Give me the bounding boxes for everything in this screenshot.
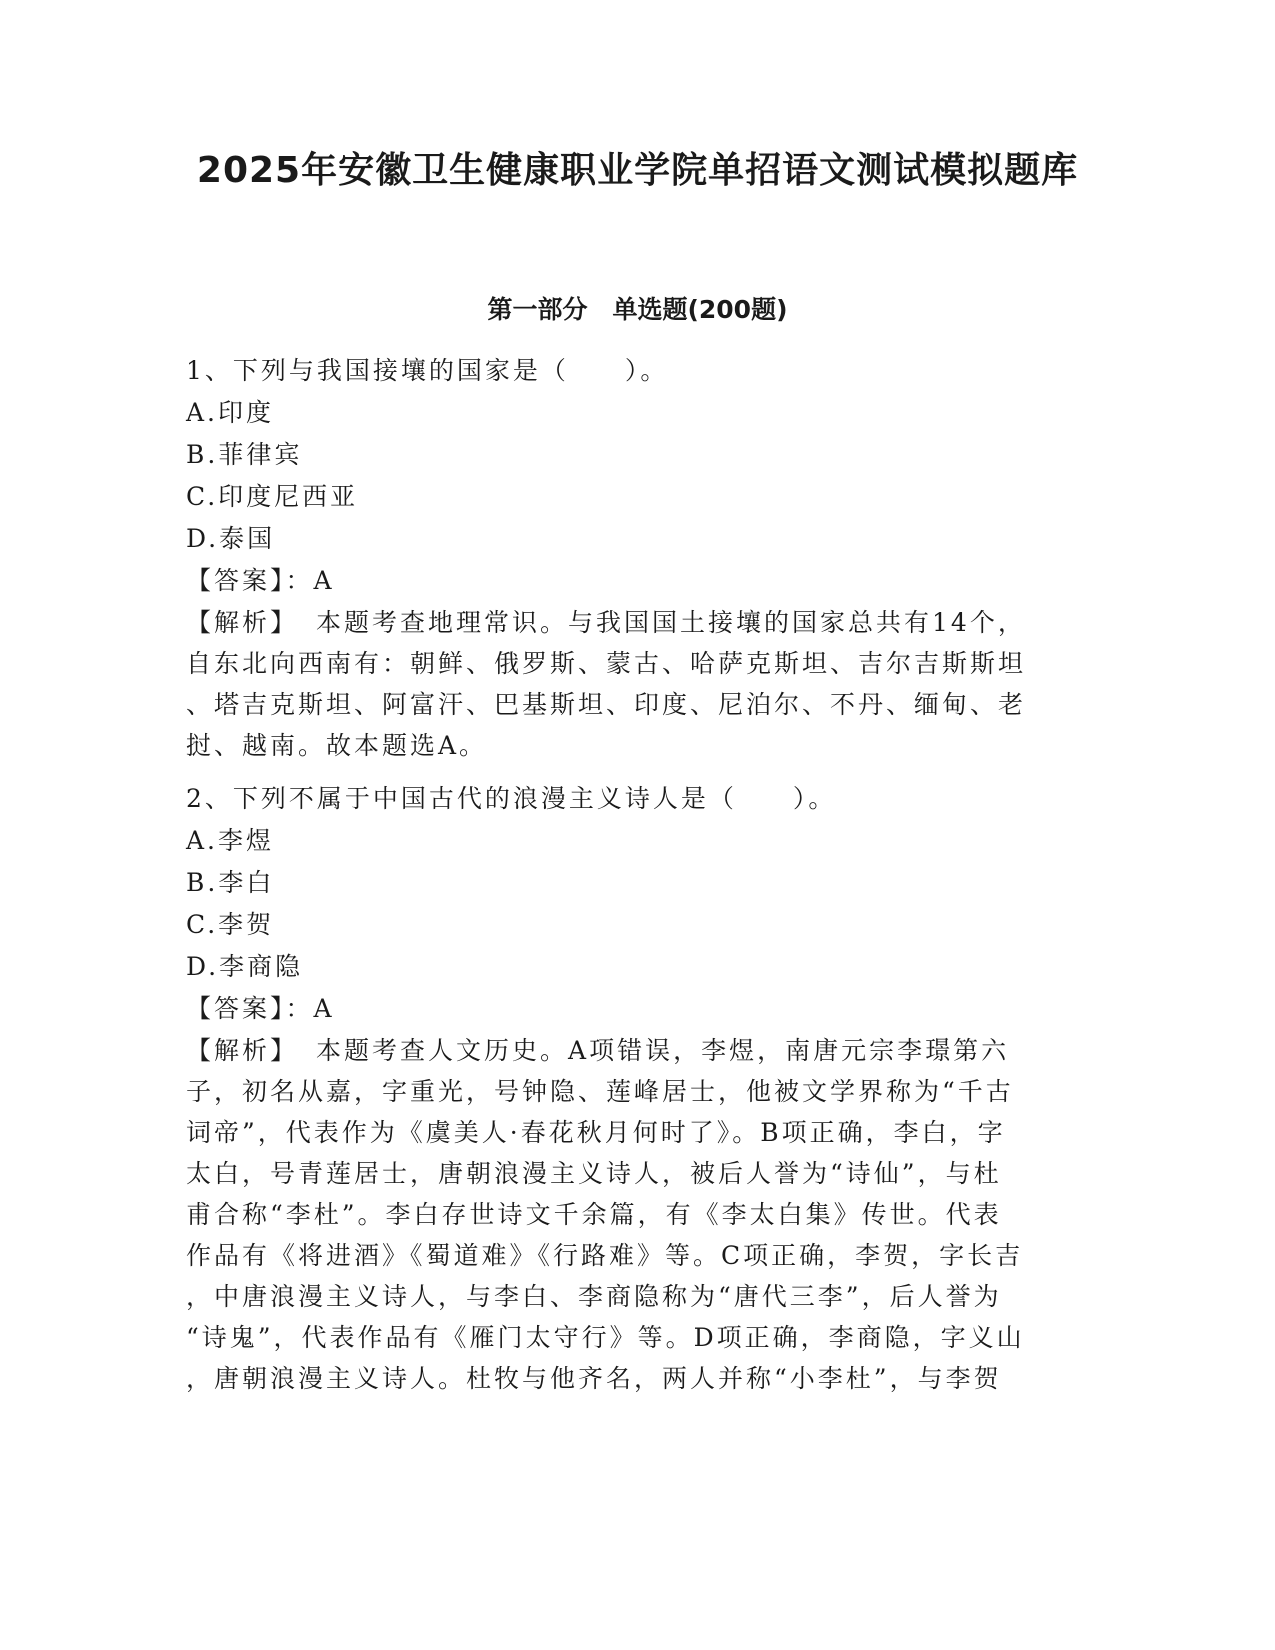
answer-label: 【答案】： [186, 566, 314, 595]
explanation-line: 自东北向西南有：朝鲜、俄罗斯、蒙古、哈萨克斯坦、吉尔吉斯斯坦 [186, 649, 1027, 678]
explanation-line: 作品有《将进酒》《蜀道难》《行路难》等。C项正确，李贺，字长吉 [186, 1241, 1024, 1270]
option-c: C.印度尼西亚 [186, 482, 359, 511]
question-stem: 2、下列不属于中国古代的浪漫主义诗人是（ ）。 [186, 784, 837, 813]
explanation-first-line [186, 1030, 1086, 1071]
explanation-line: 挝、越南。故本题选A。 [186, 731, 488, 760]
explanation-text: 本题考查人文历史。A项错误，李煜，南唐元宗李璟第六 [316, 1036, 1010, 1065]
answer-value: A [313, 566, 335, 595]
option-b: B.李白 [186, 868, 275, 897]
option-a: A.李煜 [186, 826, 275, 855]
explanation-line: 子，初名从嘉，字重光，号钟隐、莲峰居士，他被文学界称为“千古 [186, 1077, 1014, 1106]
option-d: D.李商隐 [186, 952, 304, 981]
question-2 [186, 778, 1086, 1399]
explanation-label: 【解析】 [186, 1036, 299, 1065]
explanation-line: 太白，号青莲居士，唐朝浪漫主义诗人，被后人誉为“诗仙”，与杜 [186, 1159, 1002, 1188]
document-title: 2025年安徽卫生健康职业学院单招语文测试模拟题库 [196, 150, 1079, 191]
answer-label: 【答案】： [186, 994, 314, 1023]
explanation-text: 本题考查地理常识。与我国国土接壤的国家总共有14个， [316, 608, 1026, 637]
section-heading: 第一部分 单选题(200题) [487, 295, 788, 324]
answer-line [186, 988, 1086, 1030]
explanation-line: 词帝”，代表作为《虞美人·春花秋月何时了》。B项正确，李白，字 [186, 1118, 1006, 1147]
explanation-line: “诗鬼”，代表作品有《雁门太守行》等。D项正确，李商隐，字义山 [186, 1323, 1025, 1352]
explanation-line: ，中唐浪漫主义诗人，与李白、李商隐称为“唐代三李”，后人誉为 [186, 1282, 1002, 1311]
explanation-label: 【解析】 [186, 608, 299, 637]
question-list [186, 350, 1086, 1399]
explanation-line: ，唐朝浪漫主义诗人。杜牧与他齐名，两人并称“小李杜”，与李贺 [186, 1364, 1002, 1393]
explanation-first-line [186, 602, 1086, 643]
answer-line [186, 560, 1086, 602]
option-d: D.泰国 [186, 524, 276, 553]
option-c: C.李贺 [186, 910, 275, 939]
explanation-line: 、塔吉克斯坦、阿富汗、巴基斯坦、印度、尼泊尔、不丹、缅甸、老 [186, 690, 1027, 719]
answer-value: A [313, 994, 335, 1023]
option-a: A.印度 [186, 398, 275, 427]
explanation-line: 甫合称“李杜”。李白存世诗文千余篇，有《李太白集》传世。代表 [186, 1200, 1002, 1229]
question-stem: 1、下列与我国接壤的国家是（ ）。 [186, 356, 669, 385]
option-b: B.菲律宾 [186, 440, 303, 469]
question-1 [186, 350, 1086, 766]
